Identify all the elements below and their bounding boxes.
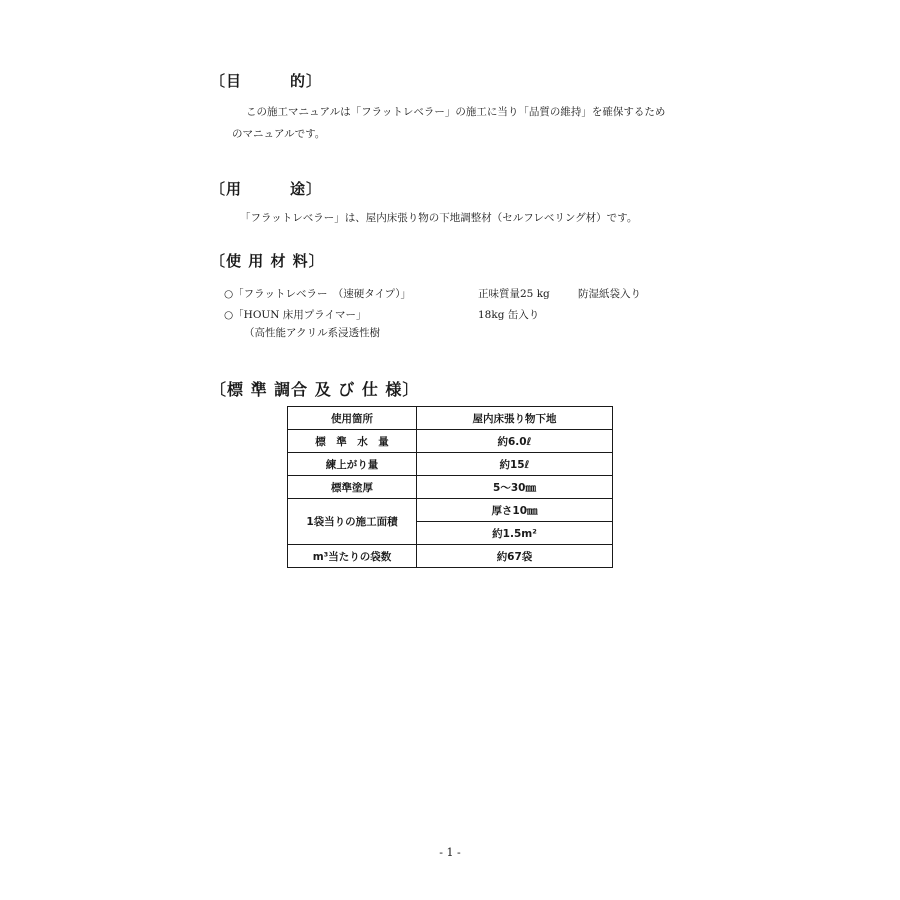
table-row xyxy=(288,453,613,476)
table-row xyxy=(288,476,613,499)
table-label-cell: m³当たりの袋数 xyxy=(288,545,417,568)
table-row xyxy=(288,545,613,568)
usage-line: 「フラットレベラー」は、屋内床張り物の下地調整材（セルフレベリング材）です。 xyxy=(240,212,638,224)
page-number: - 1 - xyxy=(439,846,461,859)
table-value-cell: 約15ℓ xyxy=(417,453,613,476)
material-name: ○「HOUN 床用プライマー」 xyxy=(224,309,367,321)
table-label-cell: 標 準 水 量 xyxy=(288,430,417,453)
table-row xyxy=(288,430,613,453)
material-spec: 正味質量25 kg xyxy=(478,288,550,300)
table-header-cell: 屋内床張り物下地 xyxy=(417,407,613,430)
table-value-cell: 約1.5m² xyxy=(417,522,613,545)
table-value-cell: 厚さ10㎜ xyxy=(417,499,613,522)
table-label-cell: 練上がり量 xyxy=(288,453,417,476)
spec-table xyxy=(287,406,613,568)
table-label-cell: 1袋当りの施工面積 xyxy=(288,499,417,545)
table-header-row xyxy=(288,407,613,430)
usage-heading: 〔用 途〕 xyxy=(210,180,323,198)
materials-heading: 〔使 用 材 料〕 xyxy=(210,252,325,270)
spec-heading: 〔標 準 調合 及 び 仕 様〕 xyxy=(210,380,420,399)
purpose-line-2: のマニュアルです。 xyxy=(232,128,326,140)
table-value-cell: 5～30㎜ xyxy=(417,476,613,499)
table-value-cell: 約6.0ℓ xyxy=(417,430,613,453)
purpose-line-1: この施工マニュアルは「フラットレベラー」の施工に当り「品質の維持」を確保するため xyxy=(246,106,666,118)
table-header-cell: 使用箇所 xyxy=(288,407,417,430)
material-name: ○「フラットレベラー （速硬タイプ）」 xyxy=(224,288,412,300)
material-spec: 18kg 缶入り xyxy=(478,309,540,321)
material-package: 防湿紙袋入り xyxy=(578,288,641,300)
table-value-cell: 約67袋 xyxy=(417,545,613,568)
material-note: （高性能アクリル系浸透性樹 xyxy=(244,327,381,339)
table-row xyxy=(288,499,613,522)
table-label-cell: 標準塗厚 xyxy=(288,476,417,499)
purpose-heading: 〔目 的〕 xyxy=(210,72,323,90)
